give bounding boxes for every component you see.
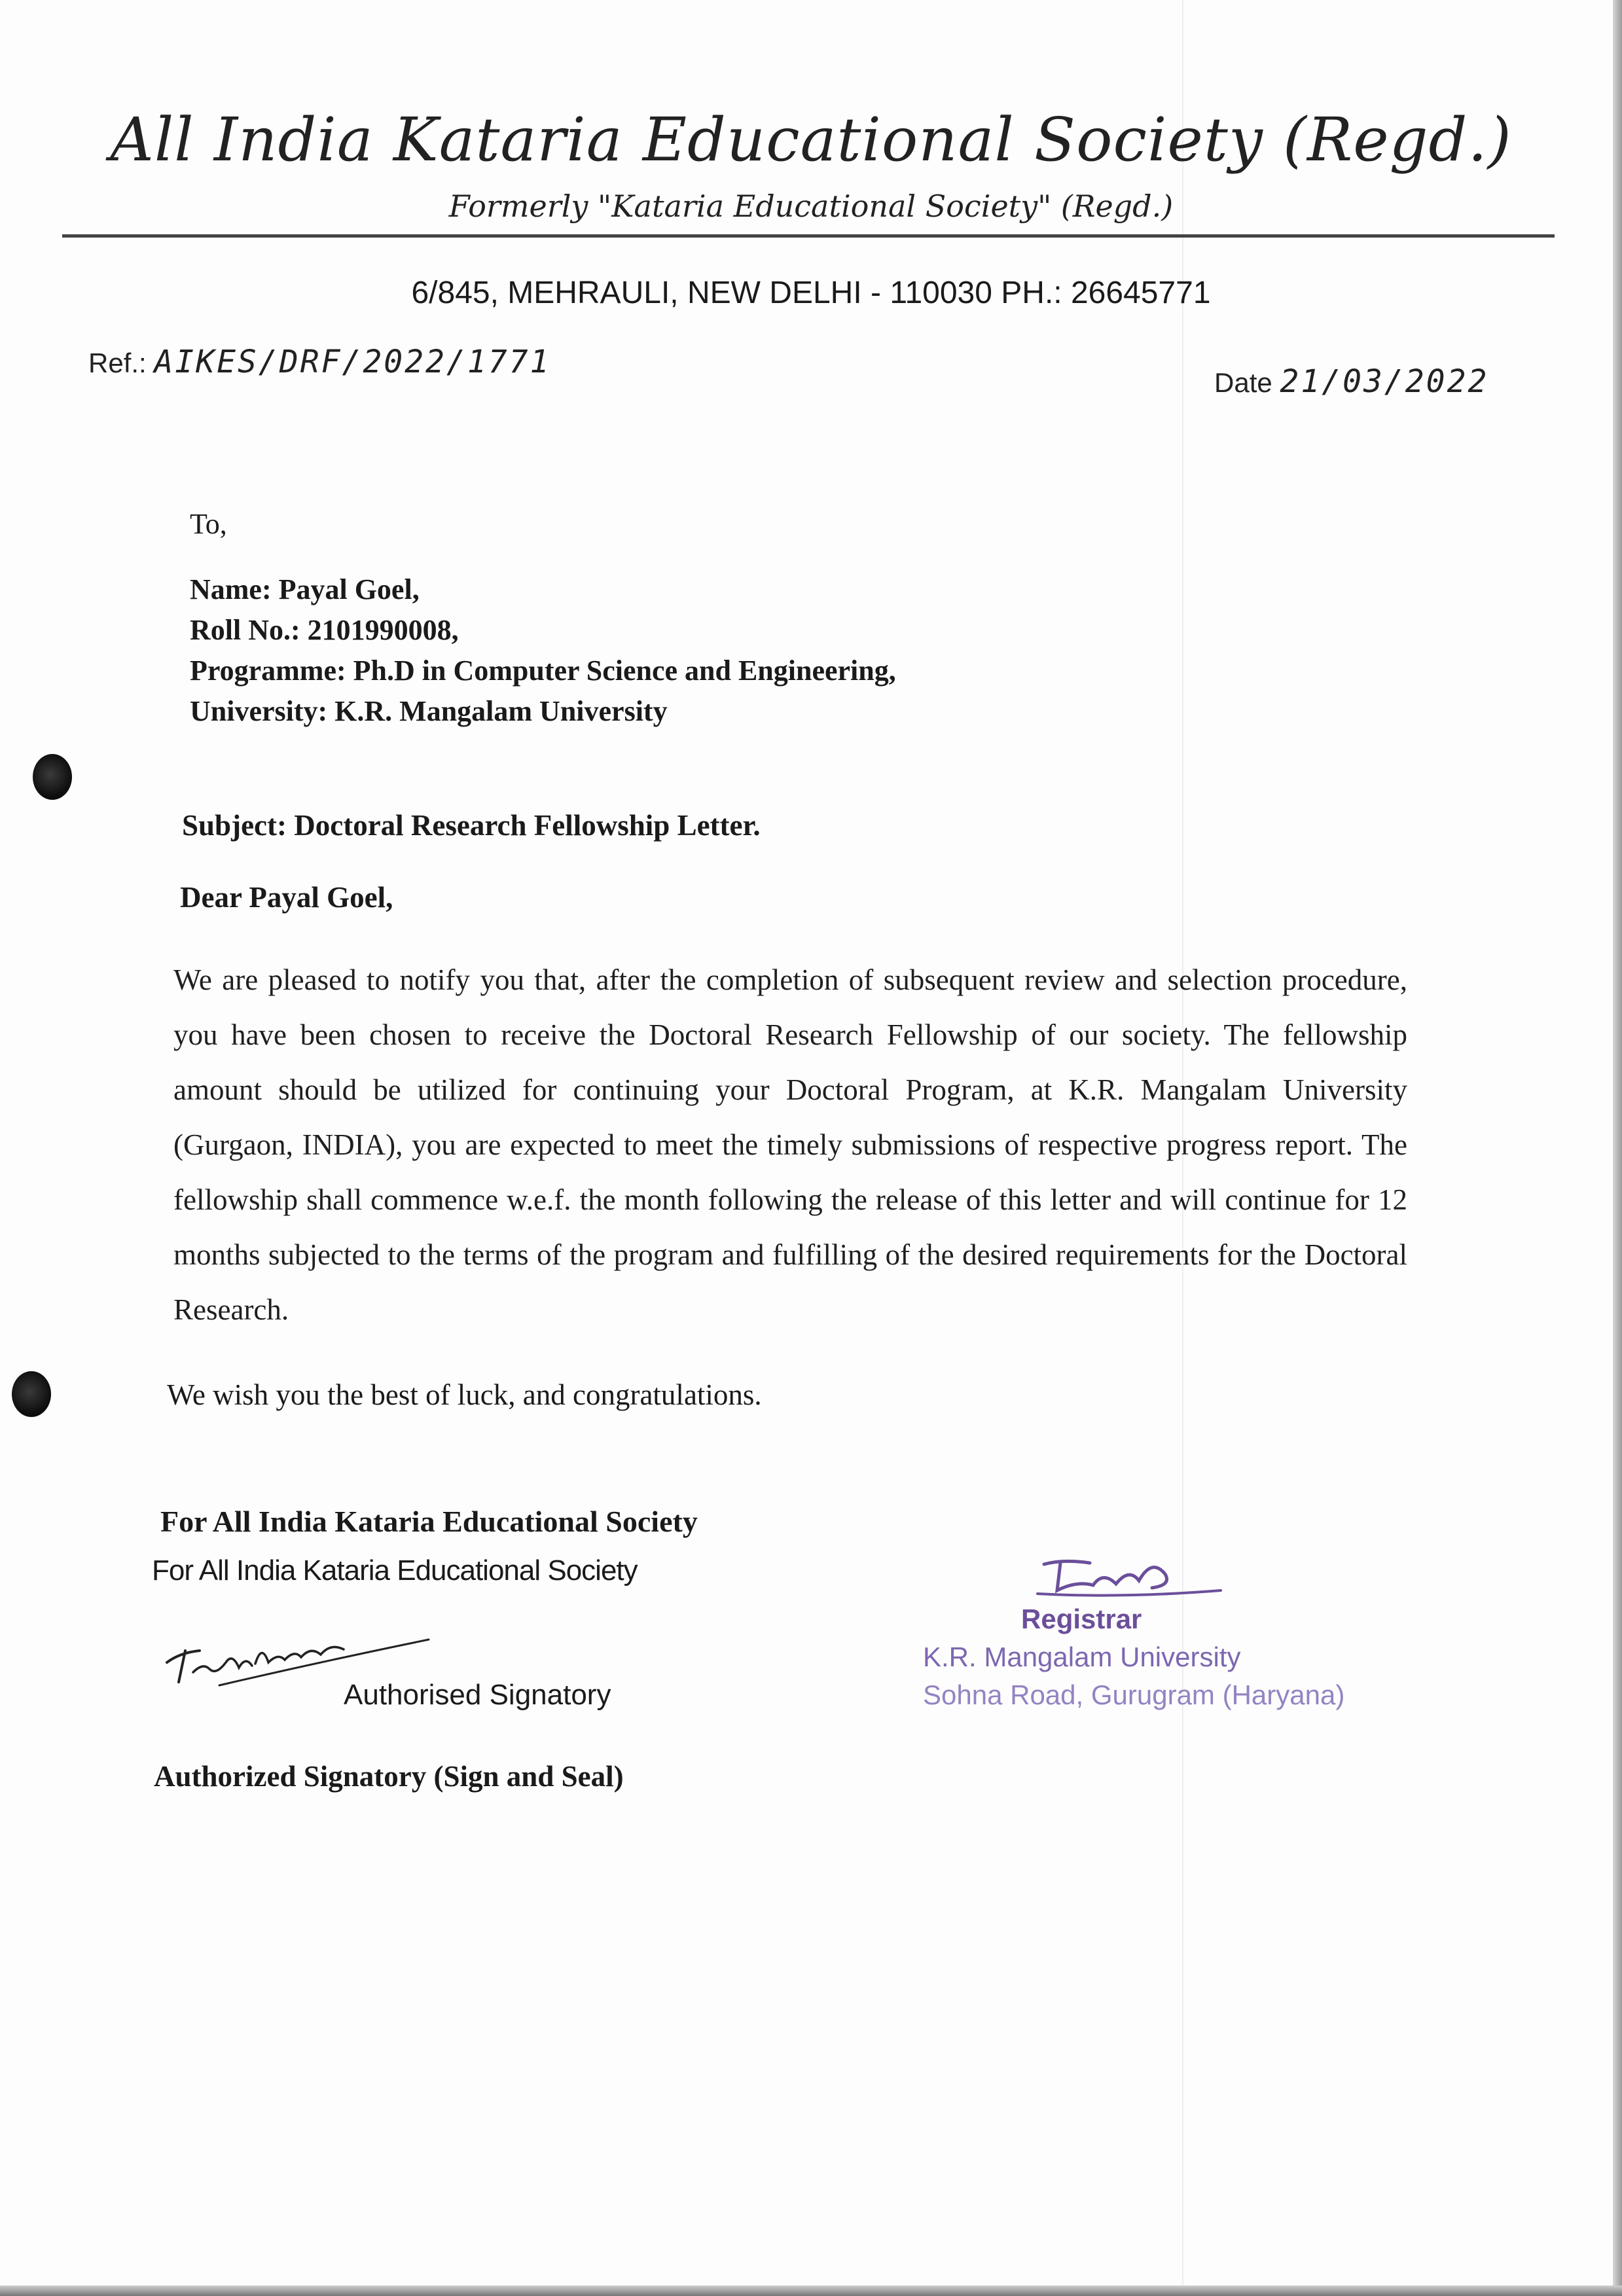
- date-label: Date: [1214, 367, 1272, 398]
- recipient-university: University: K.R. Mangalam University: [190, 695, 668, 727]
- letterhead-divider: [62, 234, 1555, 238]
- authorised-signatory-label: Authorised Signatory: [344, 1679, 611, 1711]
- stamp-address: Sohna Road, Gurugram (Haryana): [923, 1679, 1345, 1710]
- stamp-university: K.R. Mangalam University: [923, 1641, 1241, 1672]
- recipient-programme: Programme: Ph.D in Computer Science and Engineering,: [190, 655, 896, 687]
- letterhead-society-name: All India Kataria Educational Society (Regd.): [110, 105, 1512, 175]
- scan-edge-bottom: [0, 2286, 1622, 2296]
- punch-hole-icon: [33, 754, 72, 800]
- authorized-signatory-seal-label: Authorized Signatory (Sign and Seal): [154, 1760, 624, 1793]
- date-value: 21/03/2022: [1280, 363, 1489, 400]
- date-line: [1214, 363, 1488, 400]
- recipient-address-block: [190, 569, 896, 732]
- punch-hole-icon: [12, 1371, 51, 1417]
- signatory-stamp-line: For All India Kataria Educational Society: [152, 1554, 638, 1587]
- letterhead-address: 6/845, MEHRAULI, NEW DELHI - 110030 PH.: 26645771: [411, 276, 1211, 310]
- scan-edge-right: [1613, 0, 1622, 2296]
- reference-number: AIKES/DRF/2022/1771: [154, 344, 551, 380]
- recipient-to: To,: [190, 508, 227, 540]
- handwritten-signature-icon: [154, 1617, 442, 1689]
- letter-body-paragraph: We are pleased to notify you that, after the completion of subsequent review and selection procedure, you have been chosen to receive the Doctoral Research Fellowship of our society. The fellowship amount should be utilized for continuing your Doctoral Program, at K.R. Mangalam University (Gurgaon, INDIA), you are expected to meet the timely submissions of respective progress report. The fellowship shall commence w.e.f. the month following the release of this letter and will continue for 12 months subjected to the terms of the program and fulfilling of the desired requirements for the Doctoral Research.: [173, 963, 1407, 1326]
- registrar-signature-icon: [1024, 1545, 1234, 1604]
- letterhead-formerly: Formerly "Kataria Educational Society" (Regd.): [448, 188, 1174, 224]
- recipient-roll-number: Roll No.: 2101990008,: [190, 614, 459, 646]
- registrar-stamp: [923, 1600, 1368, 1714]
- reference-label: Ref.:: [88, 348, 147, 378]
- stamp-title: Registrar: [1021, 1604, 1142, 1634]
- signatory-for-line: For All India Kataria Educational Society: [160, 1505, 698, 1538]
- letter-salutation: Dear Payal Goel,: [180, 881, 393, 914]
- recipient-name: Name: Payal Goel,: [190, 573, 420, 605]
- letter-closing: We wish you the best of luck, and congratulations.: [167, 1378, 762, 1411]
- reference-line: [88, 344, 550, 380]
- letter-subject: Subject: Doctoral Research Fellowship Letter.: [182, 809, 761, 842]
